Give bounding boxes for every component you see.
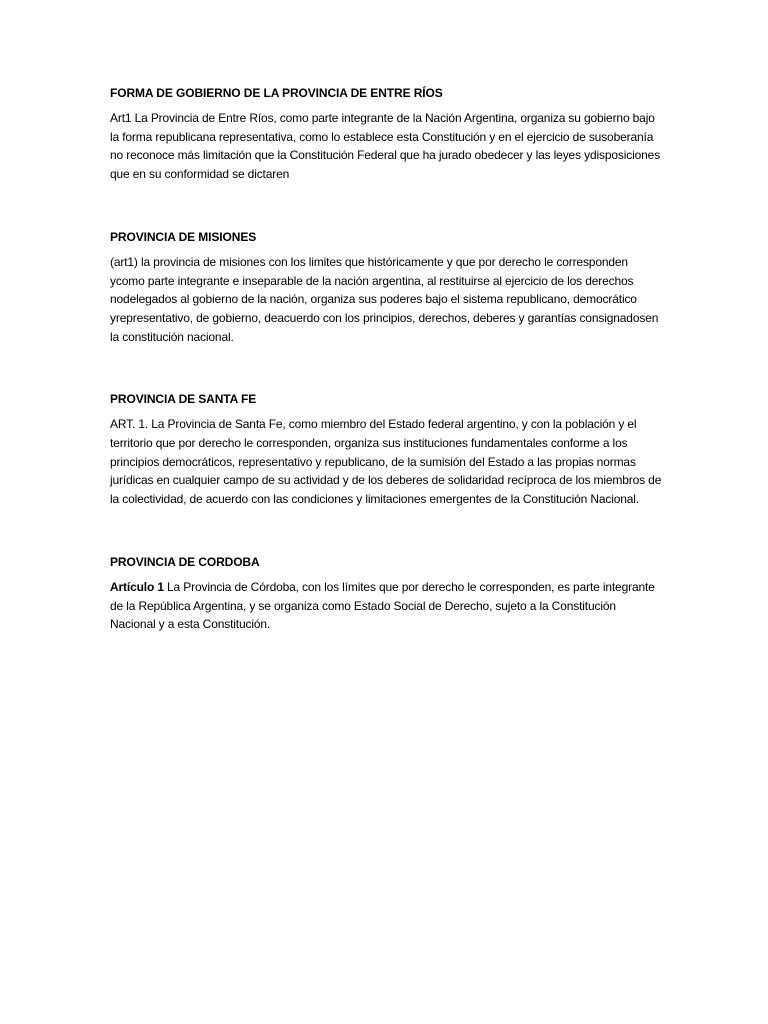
section-body-text: (art1) la provincia de misiones con los limites que históricamente y que por derecho le corresponden ycomo parte integrante e inseparable de la nación argentina, al restituirse al ejercicio de los derechos nodelegados al gobierno de la nación, organiza sus poderes bajo el sistema republicano, democrático yrepresentativo, de gobierno, deacuerdo con los principios, derechos, deberes y garantías consignadosen la constitución nacional. (110, 254, 659, 344)
section-body-text: La Provincia de Córdoba, con los límites que por derecho le corresponden, es parte integrante de la República Argentina, y se organiza como Estado Social de Derecho, sujeto a la Constitución Nacional y a esta Constitución. (110, 579, 655, 632)
section-title: PROVINCIA DE CORDOBA (110, 554, 260, 569)
section-entre-rios (110, 84, 662, 184)
section-body-text: Art1 La Provincia de Entre Ríos, como parte integrante de la Nación Argentina, organiza su gobierno bajo la forma republicana representativa, como lo establece esta Constitución y en el ejercicio de susoberanía no reconoce más limitación que la Constitución Federal que ha jurado obedecer y las leyes ydisposiciones que en su conformidad se dictaren (110, 111, 661, 182)
section-santa-fe (110, 390, 662, 509)
section-body (110, 578, 662, 634)
section-cordoba (110, 553, 662, 634)
section-misiones (110, 228, 662, 347)
document-page (110, 84, 662, 634)
section-title: PROVINCIA DE SANTA FE (110, 392, 257, 407)
section-body (110, 109, 662, 184)
section-body (110, 415, 662, 509)
section-body (110, 253, 662, 347)
section-body-text: ART. 1. La Provincia de Santa Fe, como miembro del Estado federal argentino, y con la población y el territorio que por derecho le corresponden, organiza sus instituciones fundamentales conforme a los principios democráticos, representativo y republicano, de la sumisión del Estado a las propias normas jurídicas en cualquier campo de su actividad y de los deberes de solidaridad recíproca de los miembros de la colectividad, de acuerdo con las condiciones y limitaciones emergentes de la Constitución Nacional. (110, 417, 662, 507)
section-title: FORMA DE GOBIERNO DE LA PROVINCIA DE ENTRE RÍOS (110, 86, 443, 100)
section-title: PROVINCIA DE MISIONES (110, 229, 257, 244)
article-lead: Artículo 1 (110, 579, 164, 594)
